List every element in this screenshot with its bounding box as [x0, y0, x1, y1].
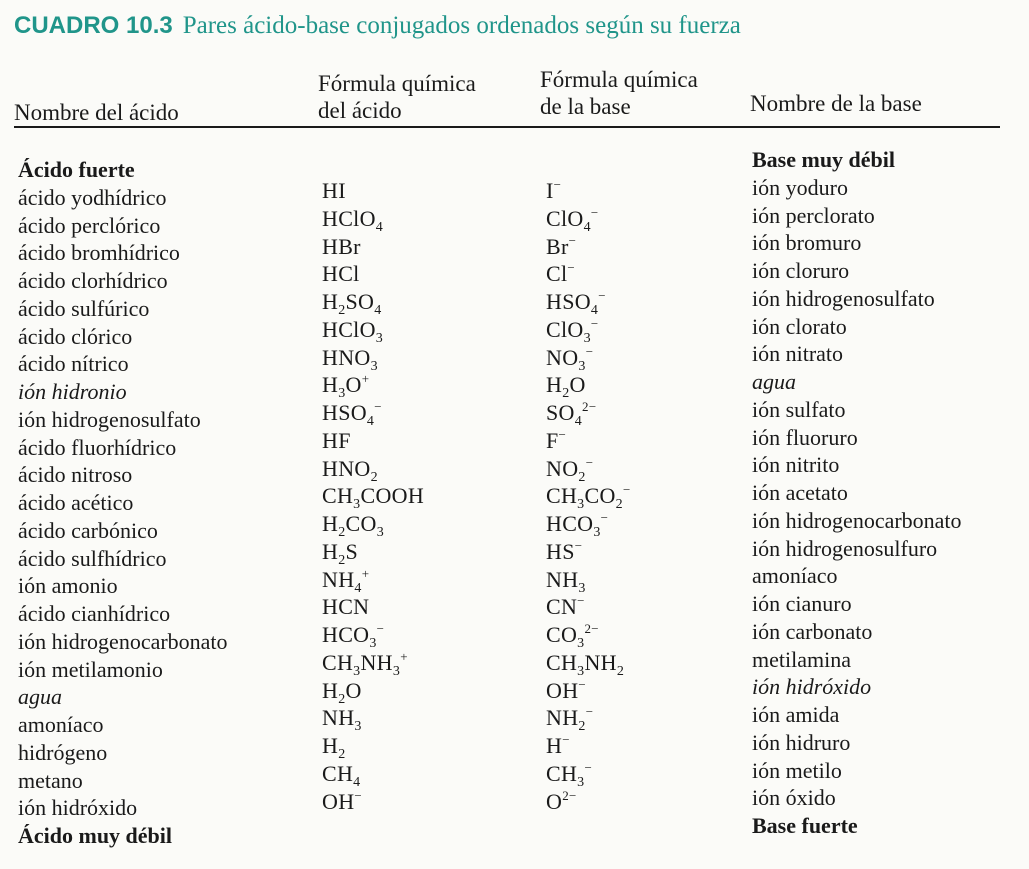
- acid-name-cell: ácido bromhídrico: [18, 240, 180, 266]
- acid-name-cell: metano: [18, 767, 83, 793]
- acid-formula-cell: $HNO_3$: [322, 344, 378, 374]
- base-formula-column: [546, 177, 631, 815]
- header-rule: [14, 126, 1000, 128]
- acid-name-cell: agua: [18, 684, 62, 710]
- acid-name-list: [18, 184, 228, 822]
- base-name-column: [752, 146, 962, 840]
- base-name-cell: ión bromuro: [752, 230, 862, 256]
- acid-formula-cell: $H_2O$: [322, 677, 362, 707]
- acid-name-cell: ión hidronio: [18, 379, 127, 404]
- base-formula-cell: $NH_3$: [546, 566, 586, 596]
- base-name-cell: ión nitrito: [752, 452, 840, 478]
- base-formula-cell: Br−: [546, 232, 577, 259]
- acid-name-cell: ión hidrogenocarbonato: [18, 628, 228, 654]
- acid-name-cell: hidrógeno: [18, 739, 108, 765]
- base-formula-cell: Cl−: [546, 260, 576, 287]
- acid-name-cell: ácido sulfúrico: [18, 295, 150, 321]
- acid-name-cell: ácido nítrico: [18, 351, 129, 377]
- header-base-name: Nombre de la base: [750, 91, 922, 116]
- acid-formula-cell: $HCO_3^-$: [322, 621, 385, 651]
- header-acid-formula-line2: del ácido: [318, 98, 402, 123]
- acid-formula-cell: $NH_3$: [322, 705, 362, 735]
- base-name-cell: ión hidrogenocarbonato: [752, 507, 962, 533]
- acid-name-cell: ácido yodhídrico: [18, 184, 167, 210]
- header-base-formula: [540, 66, 698, 120]
- acid-name-cell: ácido carbónico: [18, 517, 158, 543]
- acid-name-cell: ácido acético: [18, 490, 134, 515]
- acid-formula-cell: $H_3O^+$: [322, 371, 370, 402]
- table-number: CUADRO 10.3: [14, 12, 173, 39]
- base-name-cell: ión fluoruro: [752, 424, 858, 450]
- base-formula-cell: F−: [546, 426, 567, 453]
- base-formula-cell: H−: [546, 732, 570, 758]
- base-name-cell: ión carbonato: [752, 618, 873, 644]
- acid-name-cell: ión amonio: [18, 573, 118, 599]
- base-name-cell: ión cloruro: [752, 258, 850, 283]
- base-name-cell: metilamina: [752, 646, 851, 672]
- base-name-cell: ión óxido: [752, 785, 836, 811]
- acid-formula-cell: HI: [322, 178, 346, 203]
- acid-name-cell: ácido cianhídrico: [18, 601, 171, 626]
- acid-name-cell: ión metilamonio: [18, 656, 163, 682]
- base-formula-cell: CN−: [546, 593, 585, 620]
- base-formula-cell: ClO$_3$−: [546, 315, 599, 346]
- base-formula-cell: $CO_3^{2-}$: [546, 621, 599, 651]
- acid-name-cell: ácido clorhídrico: [18, 268, 168, 293]
- acid-formula-cell: $CH_4$: [322, 760, 361, 790]
- acid-formula-cell: $NH_4^+$: [322, 565, 370, 596]
- base-name-cell: ión amida: [752, 702, 840, 727]
- base-name-cell: ión perclorato: [752, 202, 875, 228]
- acid-name-cell: amoníaco: [18, 712, 104, 737]
- acid-formula-cell: HBr: [322, 233, 361, 259]
- base-name-cell: ión sulfato: [752, 396, 846, 422]
- base-name-cell: ión hidrogenosulfato: [752, 285, 935, 311]
- acid-name-cell: ácido sulfhídrico: [18, 545, 167, 571]
- acid-name-cell: ión hidróxido: [18, 795, 138, 821]
- table-title: [14, 6, 741, 46]
- acid-formula-cell: $H_2SO_4$: [322, 289, 382, 318]
- acid-formula-cell: $H_2S$: [322, 538, 359, 568]
- base-formula-cell: $CH_3NH_2$: [546, 649, 625, 679]
- acid-formula-cell: HClO$_4$: [322, 205, 384, 235]
- acid-formula-cell: $HSO_4^-$: [322, 399, 382, 429]
- base-formula-cell: $NO_2^-$: [546, 454, 594, 485]
- base-formula-cell: $HSO_4^-$: [546, 288, 606, 318]
- header-acid-name: Nombre del ácido: [14, 100, 179, 125]
- base-formula-cell: ClO$_4$−: [546, 204, 599, 235]
- base-name-cell: ión cianuro: [752, 591, 852, 616]
- base-formula-cell: $H_2O$: [546, 372, 586, 402]
- header-acid-formula-line1: Fórmula química: [318, 71, 476, 96]
- acid-name-cell: ácido nitroso: [18, 462, 133, 488]
- base-formula-cell: $HCO_3^-$: [546, 510, 609, 540]
- header-base-formula-line2: de la base: [540, 94, 631, 119]
- base-name-cell: ión metilo: [752, 757, 842, 783]
- acid-formula-cell: HCl: [322, 261, 360, 287]
- acid-weak-label: Ácido muy débil: [18, 823, 173, 848]
- base-name-list: [752, 174, 962, 812]
- base-formula-cell: $CH_3CO_2^-$: [546, 482, 631, 513]
- acid-formula-cell: HClO$_3$: [322, 316, 384, 346]
- acid-formula-column: [322, 177, 424, 815]
- base-formula-cell: $CH_3^-$: [546, 759, 593, 790]
- base-formula-cell: $NO_3^-$: [546, 343, 594, 374]
- base-formula-cell: $NH_2^-$: [546, 704, 594, 735]
- base-name-cell: ión hidróxido: [752, 674, 872, 700]
- header-base-formula-line1: Fórmula química: [540, 67, 698, 92]
- base-name-cell: agua: [752, 369, 796, 394]
- acid-formula-cell: OH−: [322, 787, 363, 814]
- base-name-cell: ión hidruro: [752, 729, 851, 755]
- base-formula-cell: OH−: [546, 676, 587, 703]
- acid-formula-cell: HF: [322, 427, 351, 453]
- base-formula-cell: $SO_4^{2-}$: [546, 399, 597, 429]
- header-acid-formula: [318, 70, 476, 124]
- acid-name-cell: ácido perclórico: [18, 212, 161, 238]
- acid-formula-cell: $CH_3COOH$: [322, 483, 425, 513]
- acid-name-cell: ácido clórico: [18, 323, 133, 349]
- base-name-cell: ión acetato: [752, 480, 848, 505]
- acid-formula-cell: $CH_3NH_3^+$: [322, 648, 408, 679]
- base-name-cell: amoníaco: [752, 563, 838, 589]
- base-formula-cell: $O^{2-}$: [546, 787, 577, 814]
- base-weak-label: Base muy débil: [752, 147, 896, 172]
- acid-name-column: [18, 156, 228, 850]
- base-name-cell: ión clorato: [752, 313, 847, 339]
- base-name-cell: ión yoduro: [752, 174, 848, 200]
- base-name-cell: ión hidrogenosulfuro: [752, 535, 938, 561]
- acid-formula-cell: $HNO_2$: [322, 455, 378, 485]
- acid-name-cell: ión hidrogenosulfato: [18, 406, 201, 432]
- base-formula-cell: HS−: [546, 537, 583, 564]
- acid-name-cell: ácido fluorhídrico: [18, 434, 177, 460]
- base-formula-cell: I−: [546, 177, 562, 203]
- base-strong-label: Base fuerte: [752, 813, 858, 838]
- acid-formula-cell: $H_2CO_3$: [322, 511, 384, 540]
- base-name-cell: ión nitrato: [752, 341, 844, 367]
- table-caption: Pares ácido-base conjugados ordenados según su fuerza: [182, 12, 741, 39]
- acid-formula-cell: HCN: [322, 594, 370, 620]
- acid-formula-cell: $H_2$: [322, 733, 346, 762]
- acid-strong-label: Ácido fuerte: [18, 157, 135, 182]
